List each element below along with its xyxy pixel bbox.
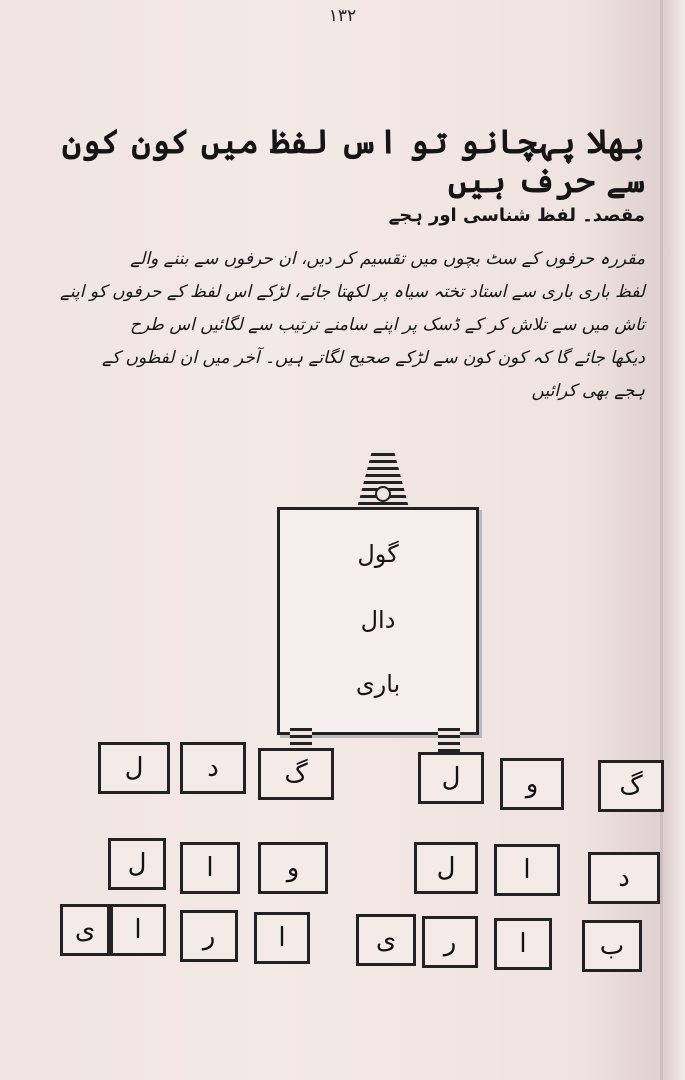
instructions-paragraph xyxy=(55,243,645,408)
letter-card: ل xyxy=(98,742,170,794)
letter-card: ا xyxy=(494,918,552,970)
letter-card: گ xyxy=(598,760,664,812)
letter-card: ا xyxy=(494,844,560,896)
blackboard-illustration xyxy=(277,507,479,735)
instruction-line: ہجے بھی کرائیں xyxy=(531,381,645,401)
letter-card: د xyxy=(588,852,660,904)
page-number: ١٣٢ xyxy=(328,6,357,26)
page-fold-line xyxy=(660,0,663,1080)
board-word: گول xyxy=(357,540,399,568)
easel-knob-icon xyxy=(375,486,391,502)
instruction-line: مقررہ حرفوں کے سٹ بچوں میں تقسیم کر دیں، ان حرفوں سے بننے والے xyxy=(130,249,645,269)
board-word: دال xyxy=(360,606,396,634)
board-word: باری xyxy=(355,670,401,698)
page-edge xyxy=(665,0,685,1080)
letter-card: ا xyxy=(110,904,166,956)
letter-card: ا xyxy=(180,842,240,894)
instruction-line: دیکھا جائے گا کہ کون کون سے لڑکے صحیح لگاتے ہیں۔ آخر میں ان لفظوں کے xyxy=(102,348,645,368)
letter-card: و xyxy=(258,842,328,894)
letter-card: و xyxy=(500,758,564,810)
letter-card: ر xyxy=(422,916,478,968)
letter-card: ل xyxy=(414,842,478,894)
letter-card: ی xyxy=(60,904,110,956)
letter-card: ل xyxy=(418,752,484,804)
instruction-line: لفظ باری باری سے استاد تختہ سیاہ پر لکھتا جائے، لڑکے اس لفظ کے حرفوں کو اپنے xyxy=(59,282,645,302)
easel-top-illustration xyxy=(356,450,410,512)
letter-card: ی xyxy=(356,914,416,966)
instruction-line: تاش میں سے تلاش کر کے ڈسک پر اپنے سامنے ترتیب سے لگائیں اس طرح xyxy=(130,315,645,335)
letter-card: د xyxy=(180,742,246,794)
easel-leg-right xyxy=(438,728,460,752)
page-heading: بھلا پہچانو تو اس لفظ میں کون کون سے حرف ہیں xyxy=(61,122,645,200)
letter-card: ا xyxy=(254,912,310,964)
letter-card: ب xyxy=(582,920,642,972)
aim-line: مقصد۔ لفظ شناسی اور ہجے xyxy=(388,205,645,226)
letter-card: ر xyxy=(180,910,238,962)
letter-card: گ xyxy=(258,748,334,800)
letter-card: ل xyxy=(108,838,166,890)
